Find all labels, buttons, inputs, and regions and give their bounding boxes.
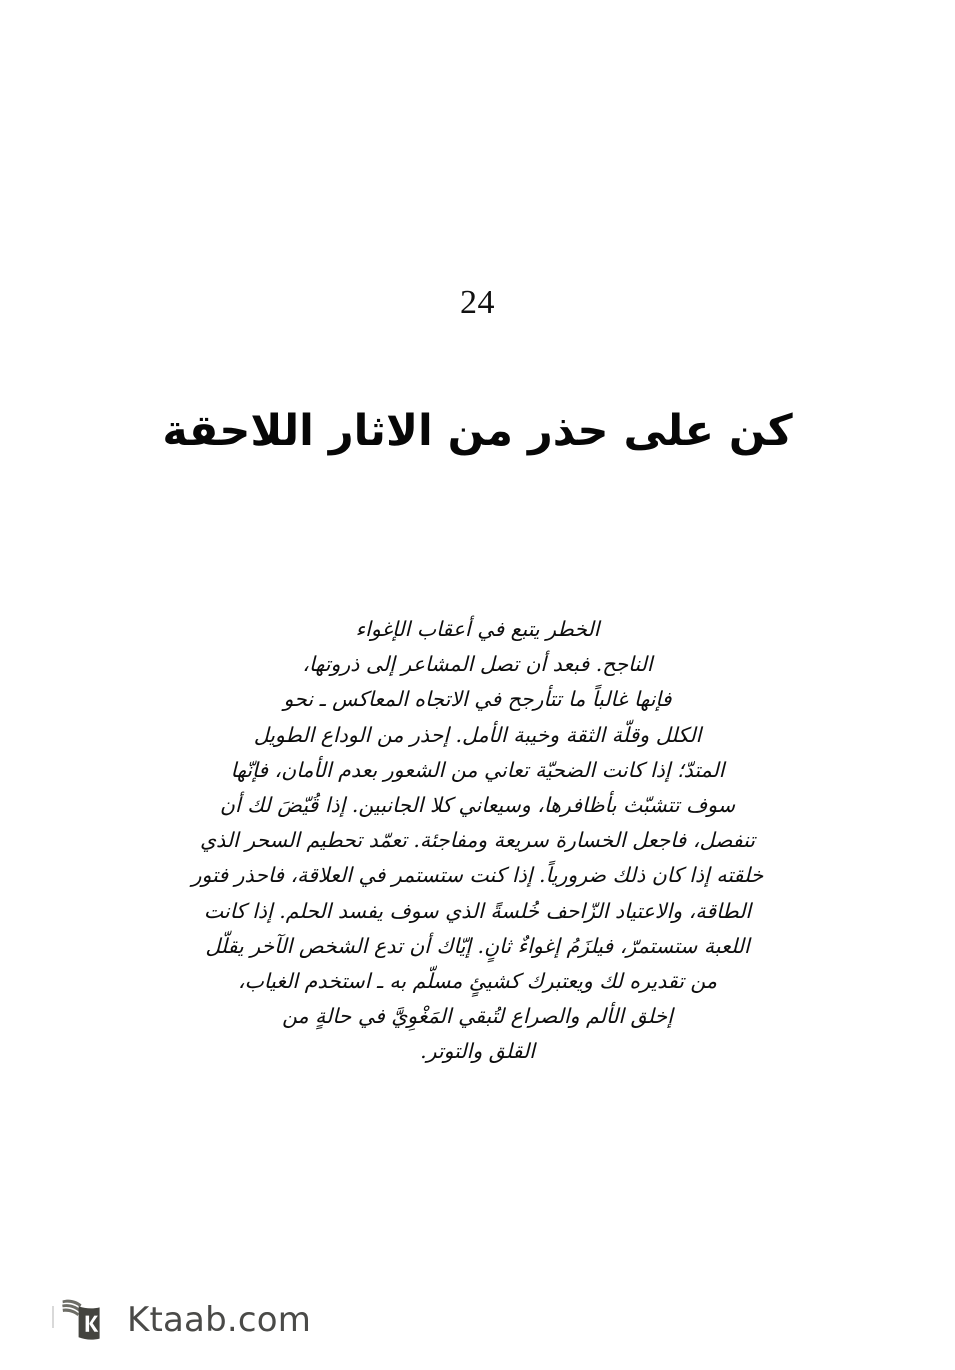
body-line: فإنها غالباً ما تتأرجح في الاتجاه المعاكس ـ نحو xyxy=(283,687,672,712)
body-line: تنفصل، فاجعل الخسارة سريعة ومفاجئة. تعمّد تحطيم السحر الذي xyxy=(199,828,756,853)
body-line: خلقته إذا كان ذلك ضرورياً. إذا كنت ستستمر في العلاقة، فاحذر فتور xyxy=(191,863,764,888)
body-line: الناجح. فبعد أن تصل المشاعر إلى ذروتها، xyxy=(302,652,653,677)
body-line: إخلق الألم والصراع لتُبقي المَغْوِيَّ في حالةٍ من xyxy=(282,1004,673,1029)
body-line: من تقديره لك ويعتبرك كشيئٍ مسلّم به ـ استخدم الغياب، xyxy=(237,969,718,994)
open-book-icon xyxy=(58,1291,116,1349)
body-line: الكلل وقلّة الثقة وخيبة الأمل. إحذر من الوداع الطويل xyxy=(253,722,702,747)
body-line: الطاقة، والاعتياد الزّاحف خُلسةً الذي سوف يفسد الحلم. إذا كانت xyxy=(203,898,752,923)
site-watermark[interactable] xyxy=(58,1288,311,1352)
body-line: اللعبة ستستمرّ، فيلزَمُ إغواءٌ ثانٍ. إيّاك أن تدع الشخص الآخر يقلّل xyxy=(205,933,750,958)
body-line: المتدّ؛ إذا كانت الضحيّة تعاني من الشعور بعدم الأمان، فإنّها xyxy=(230,757,725,782)
page-spine-mark xyxy=(52,1306,54,1328)
body-line: سوف تتشبّث بأظافرها، وسيعاني كلا الجانبين. إذا قُيّضَ لك أن xyxy=(219,793,736,818)
body-line: القلق والتوتر. xyxy=(420,1039,535,1064)
body-text-block xyxy=(0,612,955,1070)
site-wordmark[interactable]: Ktaab.com xyxy=(127,1300,312,1340)
body-line: الخطر يتبع في أعقاب الإغواء xyxy=(355,617,600,641)
chapter-number: 24 xyxy=(460,284,495,321)
chapter-title: كن على حذر من الاثار اللاحقة xyxy=(162,405,793,456)
